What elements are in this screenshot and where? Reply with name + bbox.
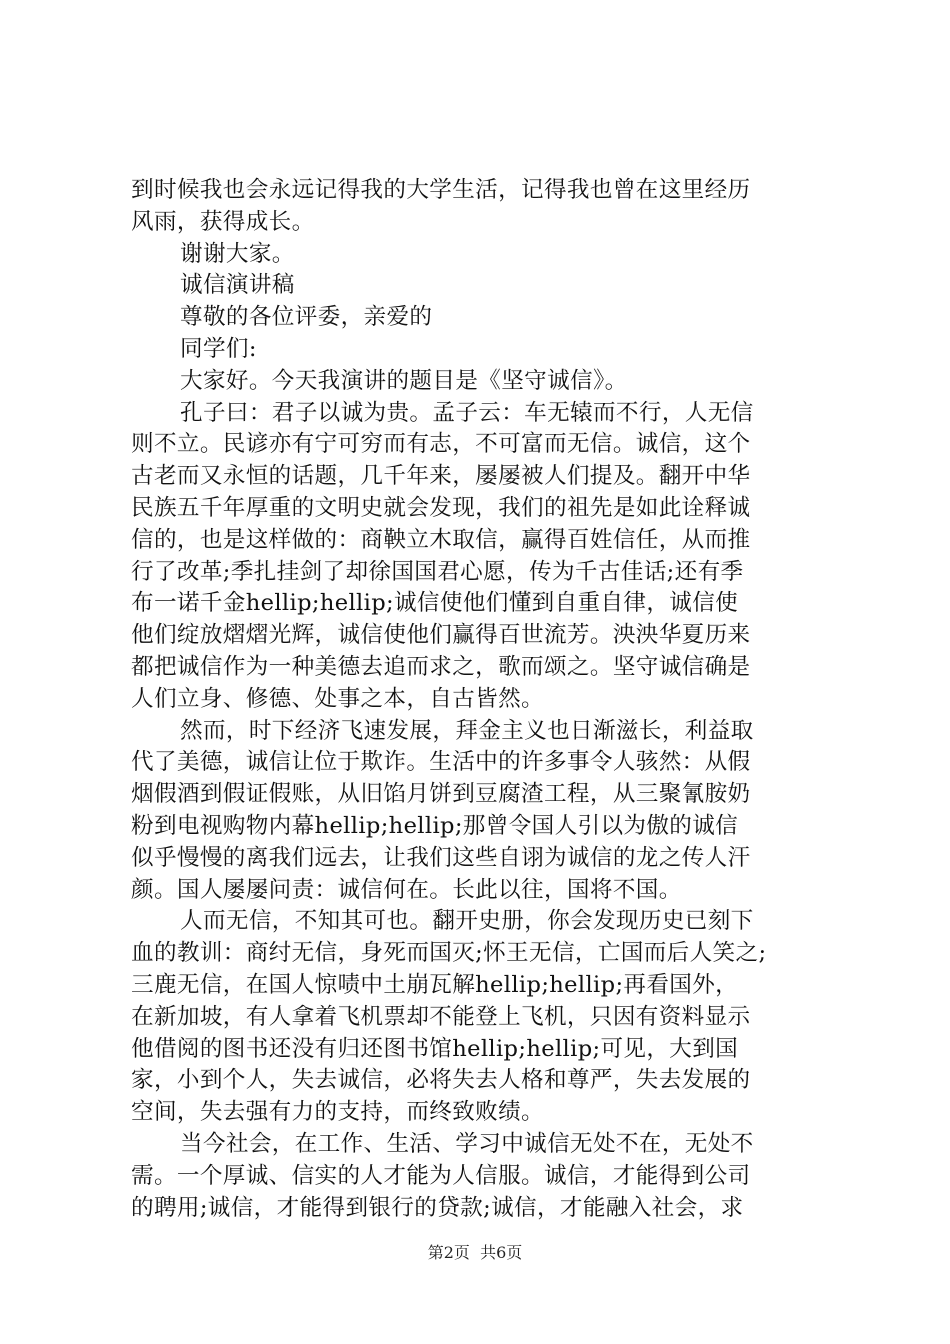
- text-line: 烟假酒到假证假账，从旧馅月饼到豆腐渣工程，从三聚氰胺奶: [131, 781, 751, 808]
- text-line: 代了美德，诚信让位于欺诈。生活中的许多事令人骇然：从假: [131, 749, 751, 776]
- text-line: 大家好。今天我演讲的题目是《坚守诚信》。: [180, 367, 628, 394]
- page-footer: [0, 1240, 950, 1263]
- text-line: 诚信演讲稿: [180, 272, 295, 299]
- text-line: 同学们:: [180, 335, 257, 362]
- text-line: 他借阅的图书还没有归还图书馆hellip;hellip;可见，大到国: [131, 1035, 739, 1062]
- text-line: 古老而又永恒的话题，几千年来，屡屡被人们提及。翻开中华: [131, 463, 751, 490]
- text-line: 粉到电视购物内幕hellip;hellip;那曾令国人引以为傲的诚信: [131, 812, 739, 839]
- text-line: 需。一个厚诚、信实的人才能为人信服。诚信，才能得到公司: [131, 1162, 751, 1189]
- text-line: 血的教训：商纣无信，身死而国灭;怀王无信，亡国而后人笑之;: [131, 940, 767, 967]
- text-line: 人们立身、修德、处事之本，自古皆然。: [131, 685, 544, 712]
- text-line: 尊敬的各位评委，亲爱的: [180, 304, 433, 331]
- text-line: 则不立。民谚亦有宁可穷而有志，不可富而无信。诚信，这个: [131, 431, 751, 458]
- page-total: 共6页: [480, 1243, 523, 1262]
- text-line: 行了改革;季扎挂剑了却徐国国君心愿，传为千古佳话;还有季: [131, 558, 744, 585]
- footer-separator: [470, 1243, 480, 1262]
- text-line: 似乎慢慢的离我们远去，让我们这些自诩为诚信的龙之传人汗: [131, 844, 751, 871]
- text-line: 的聘用;诚信，才能得到银行的贷款;诚信，才能融入社会，求: [131, 1194, 744, 1221]
- text-line: 然而，时下经济飞速发展，拜金主义也日渐滋长，利益取: [180, 717, 754, 744]
- text-line: 孔子曰：君子以诚为贵。孟子云：车无辕而不行，人无信: [180, 399, 754, 426]
- text-line: 三鹿无信，在国人惊啧中土崩瓦解hellip;hellip;再看国外，: [131, 971, 739, 998]
- text-line: 在新加坡，有人拿着飞机票却不能登上飞机，只因有资料显示: [131, 1003, 751, 1030]
- page-number: 第2页: [427, 1243, 470, 1262]
- text-line: 颜。国人屡屡问责：诚信何在。长此以往，国将不国。: [131, 876, 682, 903]
- text-line: 谢谢大家。: [180, 240, 295, 267]
- text-line: 他们绽放熠熠光辉，诚信使他们赢得百世流芳。泱泱华夏历来: [131, 622, 751, 649]
- text-line: 空间，失去强有力的支持，而终致败绩。: [131, 1099, 544, 1126]
- text-line: 当今社会，在工作、生活、学习中诚信无处不在，无处不: [180, 1130, 754, 1157]
- document-body: [131, 175, 831, 1224]
- text-line: 民族五千年厚重的文明史就会发现，我们的祖先是如此诠释诚: [131, 494, 751, 521]
- text-line: 风雨，获得成长。: [131, 208, 315, 235]
- text-line: 都把诚信作为一种美德去追而求之，歌而颂之。坚守诚信确是: [131, 653, 751, 680]
- text-line: 布一诺千金hellip;hellip;诚信使他们懂到自重自律，诚信使: [131, 590, 739, 617]
- text-line: 家，小到个人，失去诚信，必将失去人格和尊严，失去发展的: [131, 1067, 751, 1094]
- text-line: 人而无信，不知其可也。翻开史册，你会发现历史已刻下: [180, 908, 754, 935]
- text-line: 信的，也是这样做的：商鞅立木取信，赢得百姓信任，从而推: [131, 526, 751, 553]
- text-line: 到时候我也会永远记得我的大学生活，记得我也曾在这里经历: [131, 177, 751, 203]
